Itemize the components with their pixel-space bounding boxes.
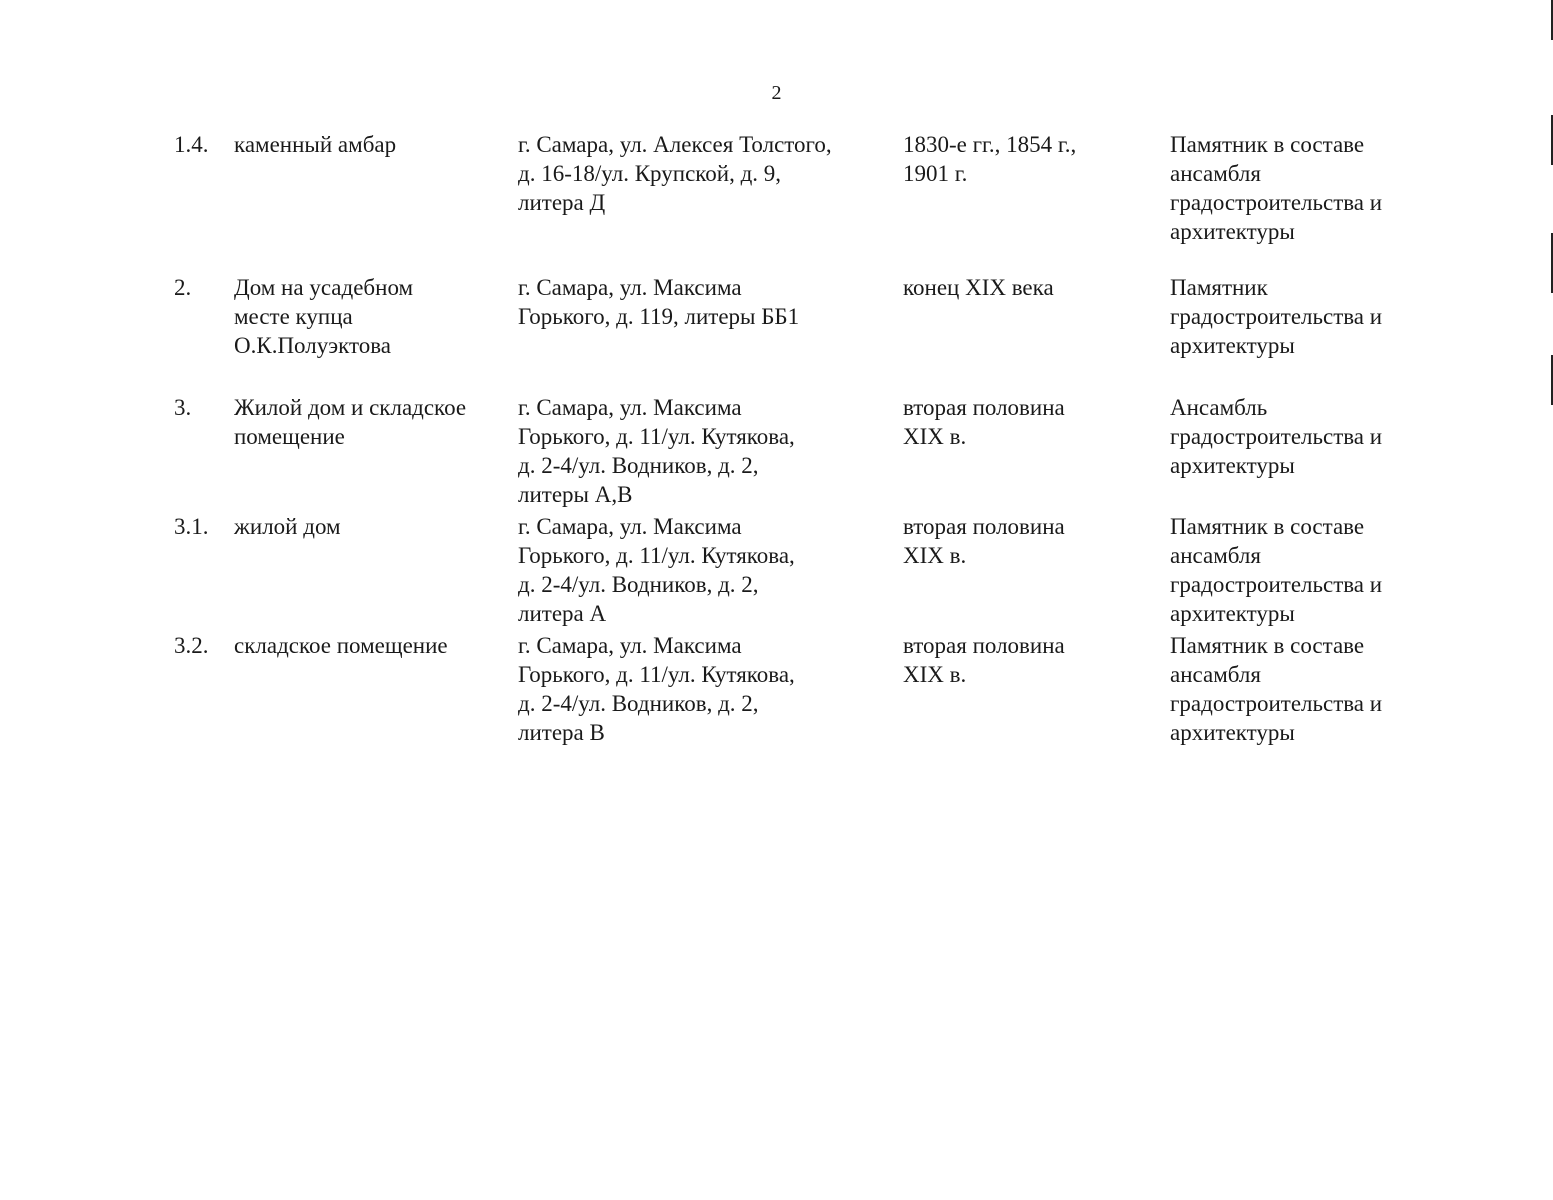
object-name bbox=[234, 631, 504, 660]
object-address-line: литеры А,В bbox=[518, 482, 633, 507]
object-category-line: градостроительства и bbox=[1170, 572, 1383, 597]
object-address-line: г. Самара, ул. Максима bbox=[518, 514, 742, 539]
object-dating-line: 1830-е гг., 1854 г., bbox=[903, 132, 1077, 157]
object-address-line: Горького, д. 119, литеры ББ1 bbox=[518, 304, 800, 329]
object-address-line: д. 2-4/ул. Водников, д. 2, bbox=[518, 453, 759, 478]
object-name bbox=[234, 273, 504, 360]
object-address bbox=[518, 130, 888, 217]
object-name-line: складское помещение bbox=[234, 633, 448, 658]
row-number: 3. bbox=[174, 395, 192, 420]
object-dating-line: конец XIX века bbox=[903, 275, 1054, 300]
object-category-line: градостроительства и bbox=[1170, 190, 1383, 215]
object-name bbox=[234, 512, 504, 541]
object-address bbox=[518, 512, 888, 628]
object-address-line: Горького, д. 11/ул. Кутякова, bbox=[518, 662, 795, 687]
object-category bbox=[1170, 273, 1500, 360]
object-dating-line: XIX в. bbox=[903, 662, 967, 687]
object-category bbox=[1170, 393, 1500, 480]
object-category-line: Памятник в составе bbox=[1170, 633, 1365, 658]
object-dating-line: XIX в. bbox=[903, 543, 967, 568]
object-category bbox=[1170, 512, 1500, 628]
object-name-line: Жилой дом и складское bbox=[234, 395, 467, 420]
object-category-line: ансамбля bbox=[1170, 662, 1261, 687]
object-dating bbox=[903, 512, 1163, 570]
object-category-line: архитектуры bbox=[1170, 453, 1295, 478]
object-dating bbox=[903, 631, 1163, 689]
object-address-line: Горького, д. 11/ул. Кутякова, bbox=[518, 543, 795, 568]
object-category-line: архитектуры bbox=[1170, 333, 1295, 358]
object-name bbox=[234, 130, 504, 159]
object-address bbox=[518, 273, 888, 331]
object-dating-line: вторая половина bbox=[903, 395, 1065, 420]
object-category-line: архитектуры bbox=[1170, 219, 1295, 244]
object-address-line: г. Самара, ул. Максима bbox=[518, 275, 742, 300]
row-number: 2. bbox=[174, 275, 192, 300]
object-name-line: каменный амбар bbox=[234, 132, 397, 157]
row-number: 1.4. bbox=[174, 132, 209, 157]
object-category-line: Памятник bbox=[1170, 275, 1268, 300]
object-address-line: г. Самара, ул. Максима bbox=[518, 395, 742, 420]
object-category-line: архитектуры bbox=[1170, 720, 1295, 745]
object-category-line: градостроительства и bbox=[1170, 304, 1383, 329]
object-address-line: д. 2-4/ул. Водников, д. 2, bbox=[518, 691, 759, 716]
object-category bbox=[1170, 130, 1500, 246]
object-name-line: месте купца bbox=[234, 304, 353, 329]
object-dating bbox=[903, 273, 1163, 302]
object-address-line: д. 16-18/ул. Крупской, д. 9, bbox=[518, 161, 782, 186]
object-category bbox=[1170, 631, 1500, 747]
object-address-line: литера А bbox=[518, 601, 607, 626]
row-number: 3.1. bbox=[174, 514, 209, 539]
object-name-line: помещение bbox=[234, 424, 345, 449]
object-category-line: архитектуры bbox=[1170, 601, 1295, 626]
row-number: 3.2. bbox=[174, 633, 209, 658]
object-address bbox=[518, 393, 888, 509]
object-category-line: Памятник в составе bbox=[1170, 514, 1365, 539]
object-category-line: ансамбля bbox=[1170, 161, 1261, 186]
object-address bbox=[518, 631, 888, 747]
page-number: 2 bbox=[771, 82, 782, 104]
object-category-line: Памятник в составе bbox=[1170, 132, 1365, 157]
object-category-line: ансамбля bbox=[1170, 543, 1261, 568]
object-dating-line: XIX в. bbox=[903, 424, 967, 449]
object-dating-line: вторая половина bbox=[903, 633, 1065, 658]
object-name-line: О.К.Полуэктова bbox=[234, 333, 391, 358]
object-category-line: градостроительства и bbox=[1170, 424, 1383, 449]
object-category-line: градостроительства и bbox=[1170, 691, 1383, 716]
object-category-line: Ансамбль bbox=[1170, 395, 1268, 420]
object-address-line: литера Д bbox=[518, 190, 606, 215]
object-dating-line: вторая половина bbox=[903, 514, 1065, 539]
object-name-line: жилой дом bbox=[234, 514, 341, 539]
object-address-line: д. 2-4/ул. Водников, д. 2, bbox=[518, 572, 759, 597]
object-address-line: г. Самара, ул. Максима bbox=[518, 633, 742, 658]
object-dating-line: 1901 г. bbox=[903, 161, 968, 186]
object-name-line: Дом на усадебном bbox=[234, 275, 414, 300]
object-dating bbox=[903, 130, 1163, 188]
object-address-line: г. Самара, ул. Алексея Толстого, bbox=[518, 132, 832, 157]
object-dating bbox=[903, 393, 1163, 451]
object-address-line: Горького, д. 11/ул. Кутякова, bbox=[518, 424, 795, 449]
object-address-line: литера В bbox=[518, 720, 605, 745]
object-name bbox=[234, 393, 504, 451]
